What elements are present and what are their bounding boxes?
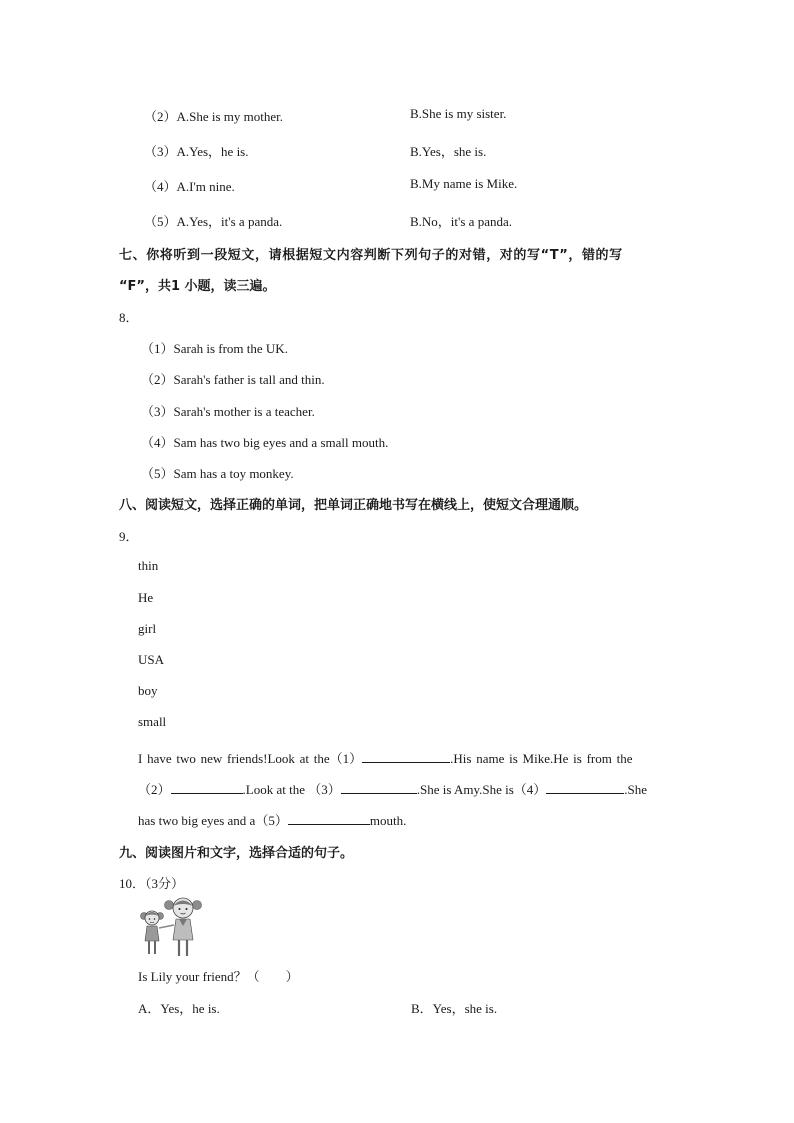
q9-word-small: small [138, 714, 167, 729]
q7-option-4b: B.My name is Mike. [410, 176, 518, 191]
q9-line3-text-a: has two big eyes and a（5） [138, 813, 288, 828]
q7-option-3b: B.Yes，she is. [410, 144, 487, 159]
section7-heading-line1: 七、你将听到一段短文，请根据短文内容判断下列句子的对错，对的写“T”，错的写 [119, 248, 623, 263]
q10-option-a[interactable]: A．Yes，he is. [138, 1001, 220, 1016]
q9-line2-text-d: .She [624, 782, 648, 797]
q9-line1-text-a: I have two new friends!Look at the（1） [138, 751, 363, 766]
q9-passage-line1 [138, 748, 632, 767]
q9-passage-line2 [138, 779, 647, 798]
q9-number: 9． [119, 529, 139, 544]
q7-option-4a: （4）A.I'm nine. [144, 179, 235, 194]
q9-line2-text-b: .Look at the （3） [242, 782, 341, 797]
q8-item-5: （5）Sam has a toy monkey. [141, 466, 294, 481]
q9-word-girl: girl [138, 621, 157, 636]
q9-blank-2[interactable] [171, 781, 243, 794]
q9-passage-line3 [138, 810, 406, 829]
section8-heading: 八、阅读短文，选择正确的单词，把单词正确地书写在横线上，使短文合理通顺。 [119, 498, 588, 513]
q8-item-3: （3）Sarah's mother is a teacher. [141, 404, 315, 419]
section9-heading: 九、阅读图片和文字，选择合适的句子。 [119, 846, 354, 861]
q9-blank-4[interactable] [546, 781, 624, 794]
q9-blank-5[interactable] [288, 812, 370, 825]
q9-line2-text-c: .She is Amy.She is（4） [416, 782, 547, 797]
q9-line3-text-b: mouth. [369, 813, 407, 828]
q9-word-boy: boy [138, 683, 158, 698]
q9-word-thin: thin [138, 558, 159, 573]
q8-item-1: （1）Sarah is from the UK. [141, 341, 288, 356]
two-girls-illustration-icon [138, 896, 208, 958]
q9-blank-1[interactable] [362, 750, 450, 763]
q10-option-b[interactable]: B．Yes，she is. [411, 1001, 498, 1016]
q9-line1-text-b: .His name is Mike.He is from the [450, 751, 633, 766]
q10-question: Is Lily your friend？（ ） [138, 969, 299, 984]
q7-option-5a: （5）A.Yes，it's a panda. [144, 214, 283, 229]
q9-blank-3[interactable] [341, 781, 417, 794]
q7-option-5b: B.No，it's a panda. [410, 214, 512, 229]
q7-option-2b: B.She is my sister. [410, 106, 507, 121]
q7-option-3a: （3）A.Yes，he is. [144, 144, 249, 159]
q8-item-2: （2）Sarah's father is tall and thin. [141, 372, 325, 387]
q10-number: 10．（3分） [119, 876, 185, 891]
q8-item-4: （4）Sam has two big eyes and a small mouth. [141, 435, 389, 450]
section7-heading-line2: “F”，共1 小题，读三遍。 [119, 279, 276, 294]
q9-line2-text-a: （2） [138, 782, 171, 797]
q9-word-usa: USA [138, 652, 165, 667]
q8-number: 8． [119, 310, 139, 325]
q9-word-he: He [138, 590, 154, 605]
q7-option-2a: （2）A.She is my mother. [144, 109, 284, 124]
